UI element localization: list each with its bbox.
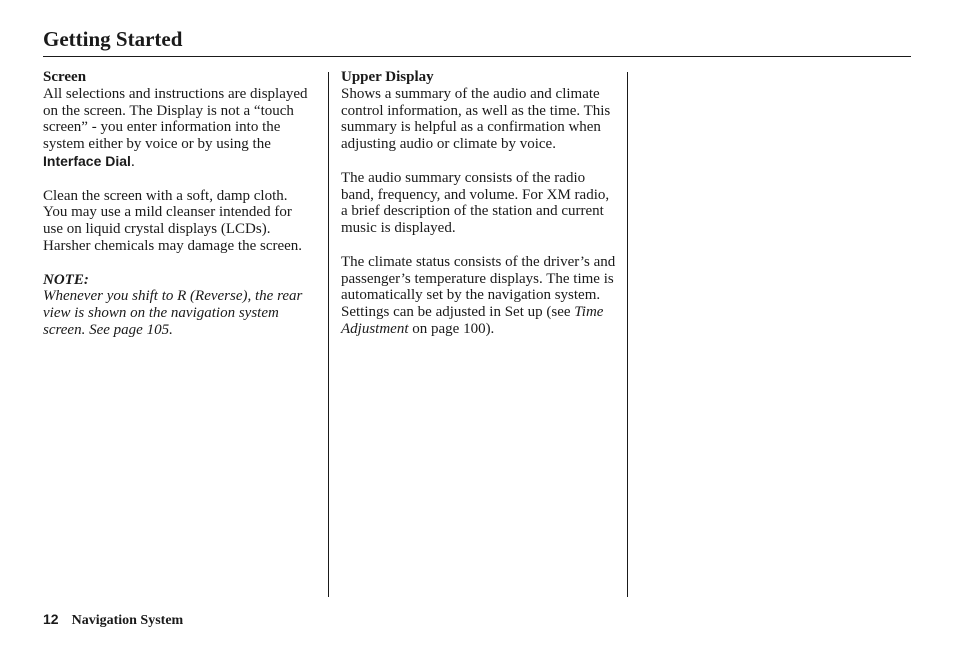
upper-display-heading: Upper Display bbox=[341, 69, 434, 85]
screen-heading: Screen bbox=[43, 69, 87, 85]
interface-dial-term: Interface Dial bbox=[43, 152, 131, 169]
note-label: NOTE: bbox=[43, 271, 89, 288]
upper-display-paragraph-3-text: The climate status consists of the driver’s and passenger’s temperature displays. The time is automatically set by the navigation system. Settings can be adjusted in Set up (see bbox=[341, 253, 616, 321]
footer-label: Navigation System bbox=[71, 613, 184, 628]
upper-display-paragraph-1: Shows a summary of the audio and climate control information, as well as the time. This summary is helpful as a confirmation when adjusting audio or climate by voice. bbox=[341, 85, 611, 153]
page-footer bbox=[43, 610, 183, 630]
page-title: Getting Started bbox=[43, 27, 183, 51]
time-adjustment-reference: Time Adjustment bbox=[341, 304, 604, 337]
note-text: Whenever you shift to R (Reverse), the rear view is shown on the navigation system screen. See page 105. bbox=[43, 288, 303, 338]
page-number: 12 bbox=[43, 611, 59, 627]
column-left bbox=[43, 69, 315, 356]
column-middle bbox=[341, 69, 617, 355]
screen-paragraph-1-text: All selections and instructions are displayed on the screen. The Display is not a “touch screen” - you enter information into the system either by voice or by using the bbox=[43, 85, 308, 153]
screen-paragraph-1 bbox=[43, 86, 315, 171]
upper-display-paragraph-3-end: on page 100). bbox=[408, 320, 495, 337]
upper-display-paragraph-2: The audio summary consists of the radio band, frequency, and volume. For XM radio, a brief description of the station and current music is displayed. bbox=[341, 169, 610, 237]
screen-paragraph-1-end: . bbox=[130, 153, 135, 170]
screen-paragraph-2: Clean the screen with a soft, damp cloth. You may use a mild cleanser intended for use on liquid crystal displays (LCDs). Harsher chemicals may damage the screen. bbox=[43, 187, 303, 254]
column-divider-1 bbox=[328, 72, 329, 597]
title-rule bbox=[43, 56, 911, 57]
column-divider-2 bbox=[627, 72, 628, 597]
upper-display-paragraph-3 bbox=[341, 254, 617, 338]
